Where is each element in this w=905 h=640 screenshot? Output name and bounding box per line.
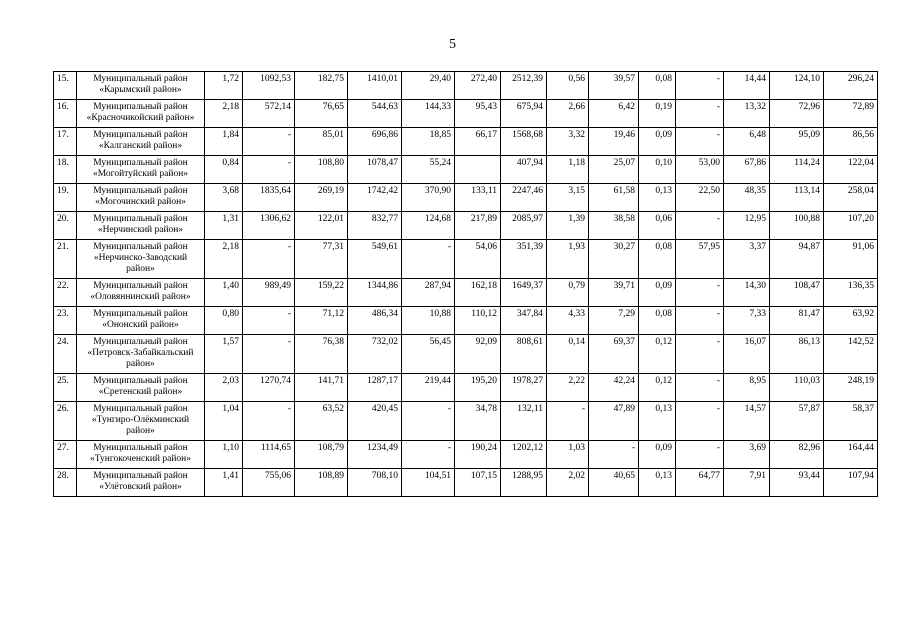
value-cell: 2,22: [547, 374, 589, 402]
table-row: [54, 100, 878, 128]
value-cell: 0,09: [639, 128, 676, 156]
value-cell: -: [676, 212, 724, 240]
value-cell: -: [676, 100, 724, 128]
value-cell: 55,24: [402, 156, 455, 184]
value-cell: 91,06: [824, 240, 878, 279]
value-cell: 675,94: [501, 100, 547, 128]
value-cell: 347,84: [501, 307, 547, 335]
value-cell: 0,13: [639, 469, 676, 497]
value-cell: 71,12: [295, 307, 348, 335]
value-cell: -: [676, 128, 724, 156]
value-cell: 296,24: [824, 72, 878, 100]
value-cell: 0,79: [547, 279, 589, 307]
value-cell: 1835,64: [243, 184, 295, 212]
value-cell: 100,88: [770, 212, 824, 240]
district-name: Муниципальный район «Тунгокоченский район»: [77, 441, 205, 469]
value-cell: 132,11: [501, 402, 547, 441]
value-cell: 195,20: [455, 374, 501, 402]
value-cell: 108,89: [295, 469, 348, 497]
table-row: [54, 279, 878, 307]
value-cell: 108,80: [295, 156, 348, 184]
row-number: 24.: [54, 335, 77, 374]
value-cell: 142,52: [824, 335, 878, 374]
value-cell: 82,96: [770, 441, 824, 469]
value-cell: 19,46: [589, 128, 639, 156]
value-cell: 1287,17: [348, 374, 402, 402]
value-cell: 732,02: [348, 335, 402, 374]
district-name: Муниципальный район «Улётовский район»: [77, 469, 205, 497]
value-cell: 56,45: [402, 335, 455, 374]
value-cell: -: [676, 307, 724, 335]
value-cell: 107,20: [824, 212, 878, 240]
value-cell: 2247,46: [501, 184, 547, 212]
value-cell: 420,45: [348, 402, 402, 441]
value-cell: 61,58: [589, 184, 639, 212]
value-cell: 1978,27: [501, 374, 547, 402]
value-cell: 1,03: [547, 441, 589, 469]
value-cell: 136,35: [824, 279, 878, 307]
value-cell: 272,40: [455, 72, 501, 100]
value-cell: 34,78: [455, 402, 501, 441]
value-cell: 86,56: [824, 128, 878, 156]
value-cell: 1,40: [205, 279, 243, 307]
value-cell: 1,18: [547, 156, 589, 184]
value-cell: 182,75: [295, 72, 348, 100]
value-cell: 0,12: [639, 335, 676, 374]
value-cell: -: [243, 240, 295, 279]
value-cell: 572,14: [243, 100, 295, 128]
value-cell: 22,50: [676, 184, 724, 212]
value-cell: 2,02: [547, 469, 589, 497]
value-cell: 544,63: [348, 100, 402, 128]
value-cell: 92,09: [455, 335, 501, 374]
value-cell: 57,87: [770, 402, 824, 441]
value-cell: 1,04: [205, 402, 243, 441]
value-cell: 407,94: [501, 156, 547, 184]
value-cell: 486,34: [348, 307, 402, 335]
value-cell: -: [243, 402, 295, 441]
value-cell: 76,65: [295, 100, 348, 128]
value-cell: 162,18: [455, 279, 501, 307]
value-cell: -: [676, 335, 724, 374]
value-cell: 1410,01: [348, 72, 402, 100]
table-row: [54, 469, 878, 497]
table-row: [54, 441, 878, 469]
value-cell: 107,94: [824, 469, 878, 497]
value-cell: 1092,53: [243, 72, 295, 100]
value-cell: 1,57: [205, 335, 243, 374]
value-cell: 124,10: [770, 72, 824, 100]
value-cell: 0,12: [639, 374, 676, 402]
value-cell: 122,04: [824, 156, 878, 184]
value-cell: 1,72: [205, 72, 243, 100]
value-cell: 0,08: [639, 307, 676, 335]
value-cell: 53,00: [676, 156, 724, 184]
value-cell: 832,77: [348, 212, 402, 240]
row-number: 27.: [54, 441, 77, 469]
value-cell: 13,32: [724, 100, 770, 128]
row-number: 21.: [54, 240, 77, 279]
value-cell: 47,89: [589, 402, 639, 441]
value-cell: 2,66: [547, 100, 589, 128]
table-row: [54, 402, 878, 441]
value-cell: 1306,62: [243, 212, 295, 240]
value-cell: 69,37: [589, 335, 639, 374]
value-cell: 64,77: [676, 469, 724, 497]
value-cell: 30,27: [589, 240, 639, 279]
value-cell: [455, 156, 501, 184]
value-cell: 39,71: [589, 279, 639, 307]
value-cell: 219,44: [402, 374, 455, 402]
value-cell: 3,15: [547, 184, 589, 212]
value-cell: 4,33: [547, 307, 589, 335]
value-cell: 1344,86: [348, 279, 402, 307]
district-name: Муниципальный район «Красночикойский район»: [77, 100, 205, 128]
value-cell: -: [676, 72, 724, 100]
district-name: Муниципальный район «Тунгиро-Олёкминский район»: [77, 402, 205, 441]
table-row: [54, 307, 878, 335]
value-cell: 110,03: [770, 374, 824, 402]
value-cell: 1234,49: [348, 441, 402, 469]
value-cell: 14,30: [724, 279, 770, 307]
value-cell: 86,13: [770, 335, 824, 374]
table-row: [54, 128, 878, 156]
value-cell: -: [402, 441, 455, 469]
value-cell: 107,15: [455, 469, 501, 497]
value-cell: 113,14: [770, 184, 824, 212]
value-cell: 3,32: [547, 128, 589, 156]
value-cell: 2,18: [205, 240, 243, 279]
district-name: Муниципальный район «Нерчинский район»: [77, 212, 205, 240]
value-cell: 7,91: [724, 469, 770, 497]
table-row: [54, 212, 878, 240]
value-cell: 370,90: [402, 184, 455, 212]
value-cell: 549,61: [348, 240, 402, 279]
district-name: Муниципальный район «Сретенский район»: [77, 374, 205, 402]
value-cell: -: [676, 441, 724, 469]
value-cell: 93,44: [770, 469, 824, 497]
value-cell: 159,22: [295, 279, 348, 307]
value-cell: 708,10: [348, 469, 402, 497]
value-cell: 755,06: [243, 469, 295, 497]
value-cell: 1,31: [205, 212, 243, 240]
value-cell: 6,42: [589, 100, 639, 128]
district-name: Муниципальный район «Петровск-Забайкальский район»: [77, 335, 205, 374]
table-row: [54, 240, 878, 279]
value-cell: 7,33: [724, 307, 770, 335]
table-row: [54, 72, 878, 100]
value-cell: 18,85: [402, 128, 455, 156]
value-cell: 287,94: [402, 279, 455, 307]
value-cell: 989,49: [243, 279, 295, 307]
value-cell: 0,56: [547, 72, 589, 100]
data-table: [53, 71, 878, 497]
value-cell: 2512,39: [501, 72, 547, 100]
value-cell: 258,04: [824, 184, 878, 212]
value-cell: -: [589, 441, 639, 469]
value-cell: 0,80: [205, 307, 243, 335]
value-cell: 808,61: [501, 335, 547, 374]
value-cell: 0,19: [639, 100, 676, 128]
row-number: 26.: [54, 402, 77, 441]
value-cell: 81,47: [770, 307, 824, 335]
value-cell: 67,86: [724, 156, 770, 184]
value-cell: 58,37: [824, 402, 878, 441]
value-cell: 1,93: [547, 240, 589, 279]
value-cell: 190,24: [455, 441, 501, 469]
value-cell: 164,44: [824, 441, 878, 469]
value-cell: 0,06: [639, 212, 676, 240]
value-cell: 3,69: [724, 441, 770, 469]
value-cell: 39,57: [589, 72, 639, 100]
row-number: 17.: [54, 128, 77, 156]
value-cell: 10,88: [402, 307, 455, 335]
value-cell: 1649,37: [501, 279, 547, 307]
value-cell: 0,13: [639, 184, 676, 212]
value-cell: 0,13: [639, 402, 676, 441]
value-cell: 1,41: [205, 469, 243, 497]
value-cell: 104,51: [402, 469, 455, 497]
value-cell: 95,43: [455, 100, 501, 128]
value-cell: 1,84: [205, 128, 243, 156]
value-cell: 94,87: [770, 240, 824, 279]
district-name: Муниципальный район «Нерчинско-Заводский район»: [77, 240, 205, 279]
value-cell: -: [243, 335, 295, 374]
value-cell: 72,96: [770, 100, 824, 128]
value-cell: 25,07: [589, 156, 639, 184]
value-cell: 54,06: [455, 240, 501, 279]
value-cell: -: [547, 402, 589, 441]
value-cell: 1568,68: [501, 128, 547, 156]
value-cell: 269,19: [295, 184, 348, 212]
value-cell: 0,14: [547, 335, 589, 374]
row-number: 18.: [54, 156, 77, 184]
value-cell: 2085,97: [501, 212, 547, 240]
row-number: 15.: [54, 72, 77, 100]
value-cell: 2,18: [205, 100, 243, 128]
value-cell: 63,52: [295, 402, 348, 441]
value-cell: 144,33: [402, 100, 455, 128]
value-cell: 40,65: [589, 469, 639, 497]
value-cell: -: [243, 156, 295, 184]
value-cell: 217,89: [455, 212, 501, 240]
table-row: [54, 335, 878, 374]
value-cell: 14,57: [724, 402, 770, 441]
value-cell: 85,01: [295, 128, 348, 156]
table-row: [54, 156, 878, 184]
value-cell: -: [676, 279, 724, 307]
row-number: 19.: [54, 184, 77, 212]
value-cell: 0,84: [205, 156, 243, 184]
value-cell: 133,11: [455, 184, 501, 212]
value-cell: 124,68: [402, 212, 455, 240]
value-cell: 72,89: [824, 100, 878, 128]
value-cell: -: [402, 402, 455, 441]
value-cell: 2,03: [205, 374, 243, 402]
value-cell: 351,39: [501, 240, 547, 279]
value-cell: 0,08: [639, 72, 676, 100]
value-cell: 0,09: [639, 279, 676, 307]
value-cell: 14,44: [724, 72, 770, 100]
value-cell: -: [402, 240, 455, 279]
value-cell: 77,31: [295, 240, 348, 279]
district-name: Муниципальный район «Оловяннинский район»: [77, 279, 205, 307]
table-row: [54, 184, 878, 212]
value-cell: 7,29: [589, 307, 639, 335]
value-cell: -: [243, 128, 295, 156]
value-cell: 110,12: [455, 307, 501, 335]
value-cell: 108,47: [770, 279, 824, 307]
value-cell: 63,92: [824, 307, 878, 335]
row-number: 25.: [54, 374, 77, 402]
value-cell: 141,71: [295, 374, 348, 402]
value-cell: 48,35: [724, 184, 770, 212]
value-cell: 1,10: [205, 441, 243, 469]
row-number: 16.: [54, 100, 77, 128]
value-cell: 66,17: [455, 128, 501, 156]
value-cell: 3,68: [205, 184, 243, 212]
district-name: Муниципальный район «Могочинский район»: [77, 184, 205, 212]
value-cell: 42,24: [589, 374, 639, 402]
value-cell: 76,38: [295, 335, 348, 374]
value-cell: 95,09: [770, 128, 824, 156]
page-number: 5: [449, 37, 456, 52]
value-cell: 1742,42: [348, 184, 402, 212]
row-number: 28.: [54, 469, 77, 497]
value-cell: 57,95: [676, 240, 724, 279]
district-name: Муниципальный район «Могойтуйский район»: [77, 156, 205, 184]
value-cell: 16,07: [724, 335, 770, 374]
row-number: 20.: [54, 212, 77, 240]
value-cell: -: [676, 374, 724, 402]
value-cell: 1114,65: [243, 441, 295, 469]
row-number: 22.: [54, 279, 77, 307]
value-cell: 108,79: [295, 441, 348, 469]
value-cell: 38,58: [589, 212, 639, 240]
value-cell: 8,95: [724, 374, 770, 402]
value-cell: -: [676, 402, 724, 441]
value-cell: 1288,95: [501, 469, 547, 497]
value-cell: 12,95: [724, 212, 770, 240]
row-number: 23.: [54, 307, 77, 335]
value-cell: 0,10: [639, 156, 676, 184]
table-row: [54, 374, 878, 402]
value-cell: 0,09: [639, 441, 676, 469]
district-name: Муниципальный район «Ононский район»: [77, 307, 205, 335]
value-cell: 248,19: [824, 374, 878, 402]
value-cell: 1078,47: [348, 156, 402, 184]
value-cell: -: [243, 307, 295, 335]
value-cell: 696,86: [348, 128, 402, 156]
value-cell: 6,48: [724, 128, 770, 156]
value-cell: 29,40: [402, 72, 455, 100]
value-cell: 114,24: [770, 156, 824, 184]
value-cell: 122,01: [295, 212, 348, 240]
value-cell: 1270,74: [243, 374, 295, 402]
value-cell: 1,39: [547, 212, 589, 240]
value-cell: 3,37: [724, 240, 770, 279]
value-cell: 0,08: [639, 240, 676, 279]
value-cell: 1202,12: [501, 441, 547, 469]
district-name: Муниципальный район «Калганский район»: [77, 128, 205, 156]
district-name: Муниципальный район «Карымский район»: [77, 72, 205, 100]
